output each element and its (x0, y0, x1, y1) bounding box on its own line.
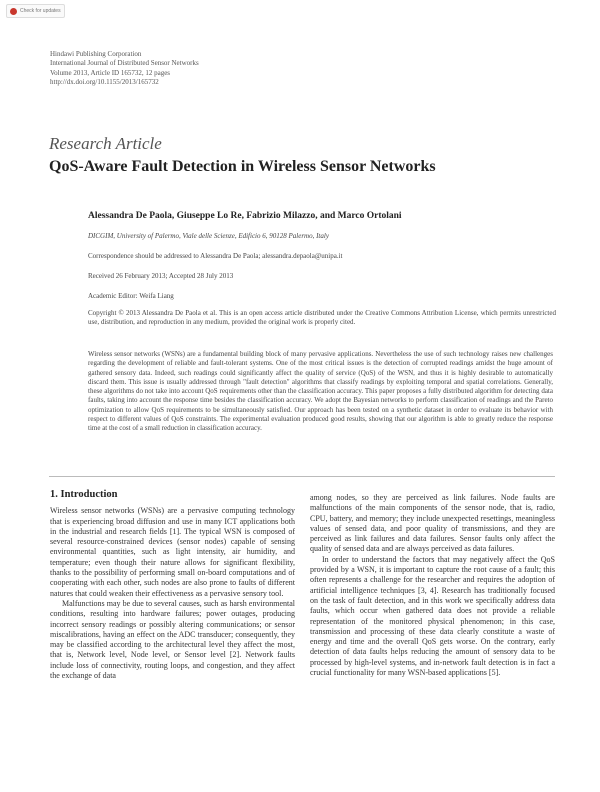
publication-info (50, 50, 199, 87)
left-column (50, 490, 295, 681)
copyright-notice: Copyright © 2013 Alessandra De Paola et al. This is an open access article distributed under the Creative Commons Attribution License, which permits unrestricted use, distribution, and reproduction in any medium, provided the original work is properly cited. (88, 309, 556, 327)
publisher: Hindawi Publishing Corporation (50, 50, 142, 58)
affiliation: DICGIM, University of Palermo, Viale delle Scienze, Edificio 6, 90128 Palermo, Italy (88, 232, 329, 240)
volume-info: Volume 2013, Article ID 165732, 12 pages (50, 68, 171, 77)
abstract: Wireless sensor networks (WSNs) are a fundamental building block of many pervasive applications. Nevertheless the use of such technology raises new challenges regarding the development of reliable and fault-tolerant systems. One of the most critical issues is the detection of corrupted readings amidst the huge amount of gathered sensory data. Indeed, such readings could significantly affect the quality of service (QoS) of the WSN, and thus it is highly desirable to automatically discard them. This issue is usually addressed through "fault detection" algorithms that classify readings by exploiting temporal and spatial correlations. Generally, these algorithms do not take into account QoS requirements other than the classification accuracy. This paper proposes a fully distributed algorithm for detecting data faults, taking into account the response time besides the classification accuracy. We adopt the Bayesian networks to perform classification of readings and the Pareto optimization to allow QoS requirements to be simultaneously satisfied. Our approach has been tested on a synthetic dataset in order to evaluate its behavior with respect to different values of QoS constraints. The experimental evaluation produced good results, showing that our algorithm is able to greatly reduce the response time at the cost of a small reduction in classification accuracy. (88, 350, 553, 433)
journal-name: International Journal of Distributed Sensor Networks (50, 59, 199, 68)
received-accepted-dates: Received 26 February 2013; Accepted 28 July 2013 (88, 272, 234, 280)
paper-title: QoS-Aware Fault Detection in Wireless Sensor Networks (49, 158, 436, 175)
body-paragraph: Wireless sensor networks (WSNs) are a pervasive computing technology that is experiencing broad diffusion and use in many ICT applications both in the industrial and research fields [1]. The typical WSN is composed of several resource-constrained devices (sensor nodes) capable of sensing environmental quantities, such as light intensity, air humidity, and temperature; even though their nature allows for significant flexibility, thanks to the possibility of performing small on-board computations and of cooperating with each other, such nodes are also prone to faults of different natures that could weaken their effectiveness as a pervasive sensory tool. (50, 506, 295, 598)
author-list: Alessandra De Paola, Giuseppe Lo Re, Fabrizio Milazzo, and Marco Ortolani (88, 211, 402, 221)
body-paragraph: Malfunctions may be due to several causes, such as harsh environmental conditions, resulting into hardware failures; power outages, producing incorrect sensory readings or possibly altering communications; or sensor miscalibrations, having an effect on the ADC transducer; consequently, they may be classified according to the architectural level they affect the most, that is, Network level, Node level, or Sensor level [2]. Network faults include loss of connectivity, routing loops, and congestion, and they affect the exchange of data (50, 598, 295, 681)
academic-editor: Academic Editor: Weifa Liang (88, 292, 174, 300)
correspondence: Correspondence should be addressed to Alessandra De Paola; alessandra.depaola@unipa.it (88, 252, 343, 260)
doi-link[interactable]: http://dx.doi.org/10.1155/2013/165732 (50, 77, 159, 86)
badge-label: Check for updates (20, 8, 61, 14)
right-column (310, 493, 555, 678)
body-paragraph: among nodes, so they are perceived as link failures. Node faults are malfunctions of the main components of the sensor node, that is, radio, CPU, battery, and memory; they include unexpected resettings, meaningless values of sensed data, and poor quality of transmissions, and they are perceived as link failures and data failures. Sensor faults only affect the quality of sensed data and are always perceived as data failures. (310, 493, 555, 554)
section-divider (49, 476, 555, 477)
check-for-updates-badge[interactable] (6, 4, 65, 18)
article-type: Research Article (49, 134, 162, 153)
update-icon (10, 8, 17, 15)
body-paragraph: In order to understand the factors that may negatively affect the QoS provided by a WSN, it is important to capture the root cause of a fault; this often represents a challenge for the researcher and requires the adoption of artificial intelligence techniques [3, 4]. Research has traditionally focused on the task of fault detection, and in this work we specifically address data faults, which occur when gathered data does not provide a reliable representation of the monitored physical phenomenon; in this case, transmission and processing of these data clearly constitute a waste of energy and time and the overall QoS gets worse. On the contrary, early detection of data faults helps reducing the amount of sensory data to be processed by high-level systems, and in-network fault detection is in fact a crucial functionality for many WSN-based applications [5]. (310, 554, 555, 678)
section-heading: 1. Introduction (50, 489, 118, 500)
